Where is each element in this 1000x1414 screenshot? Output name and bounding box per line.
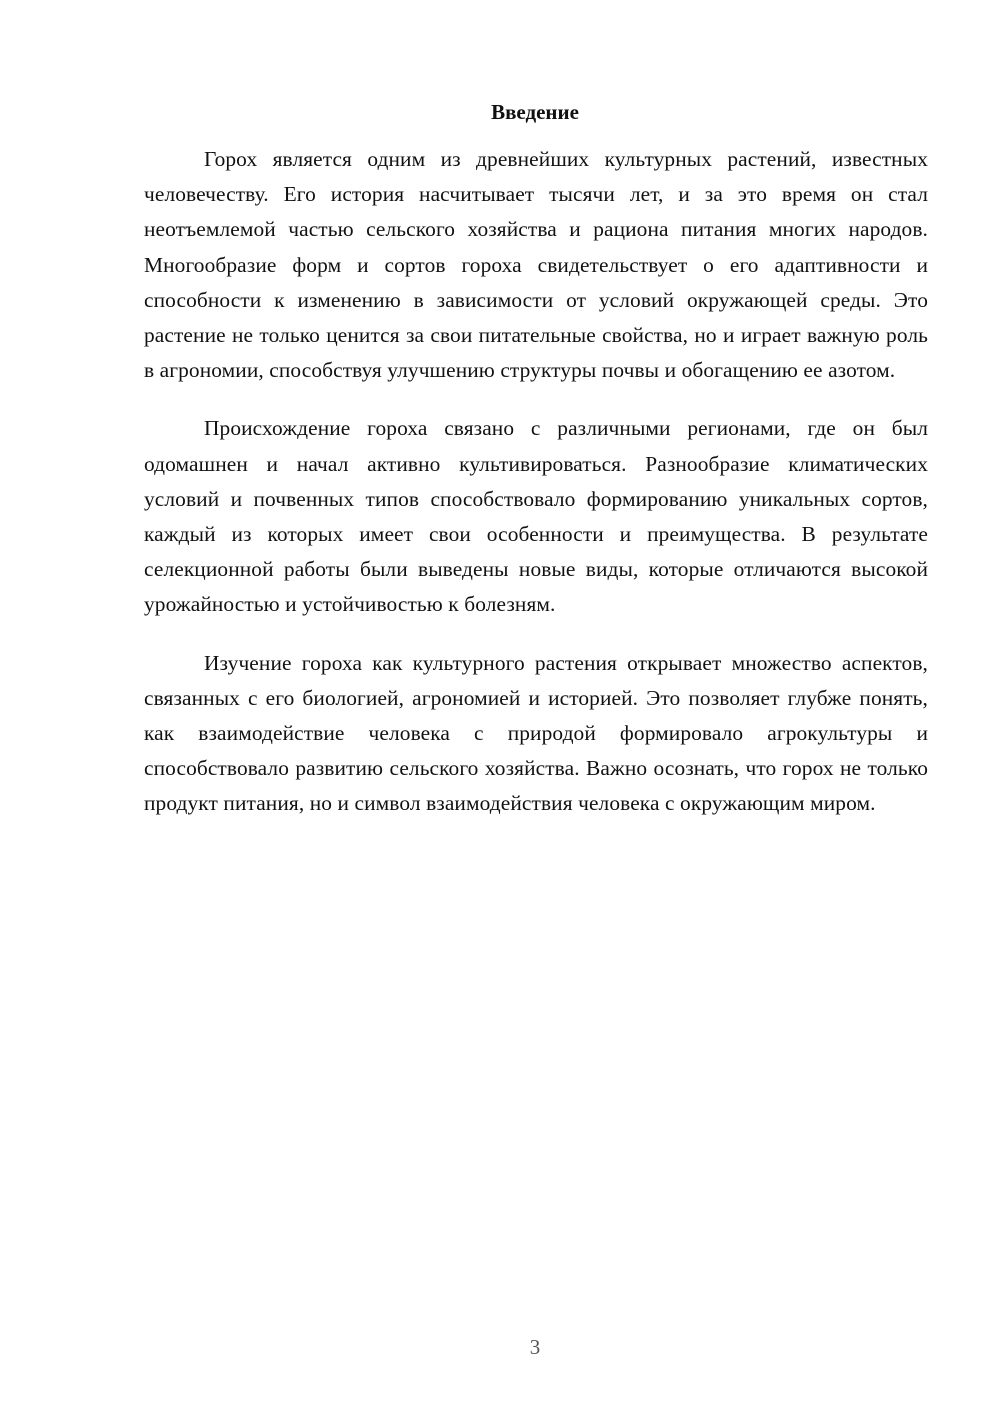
body-text — [144, 142, 928, 845]
paragraph-2: Происхождение гороха связано с различными регионами, где он был одомашнен и начал активно культивироваться. Разнообразие климатических условий и почвенных типов способствовало формированию уникальных сортов, каждый из которых имеет свои особенности и преимущества. В результате селекционной работы были выведены новые виды, которые отличаются высокой урожайностью и устойчивостью к болезням. — [144, 416, 928, 617]
paragraph-1: Горох является одним из древнейших культурных растений, известных человечеству. Его история насчитывает тысячи лет, и за это время он стал неотъемлемой частью сельского хозяйства и рациона питания многих народов. Многообразие форм и сортов гороха свидетельствует о его адаптивности и способности к изменению в зависимости от условий окружающей среды. Это растение не только ценится за свои питательные свойства, но и играет важную роль в агрономии, способствуя улучшению структуры почвы и обогащению ее азотом. — [144, 147, 928, 383]
section-title: Введение — [491, 100, 579, 124]
paragraph-3: Изучение гороха как культурного растения открывает множество аспектов, связанных с его биологией, агрономией и историей. Это позволяет глубже понять, как взаимодействие человека с природой формировало агрокультуры и способствовало развитию сельского хозяйства. Важно осознать, что горох не только продукт питания, но и символ взаимодействия человека с окружающим миром. — [144, 650, 928, 816]
page-number: 3 — [529, 1335, 541, 1359]
